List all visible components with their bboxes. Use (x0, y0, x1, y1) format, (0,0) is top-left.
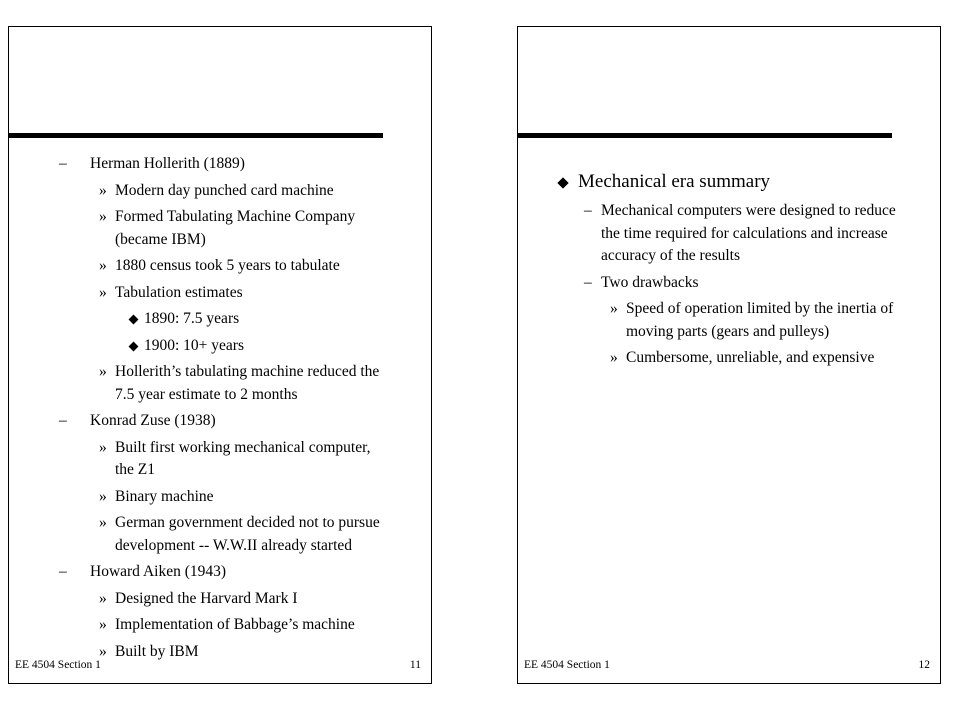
diamond-bullet-icon (557, 177, 568, 188)
slide-page-12 (517, 26, 941, 684)
bullet-text: (became IBM) (115, 230, 206, 248)
chevron-bullet: » (610, 300, 618, 317)
bullet-text: development -- W.W.II already started (115, 536, 353, 554)
chevron-bullet: » (99, 616, 107, 633)
bullet-text: Herman Hollerith (1889) (90, 155, 245, 172)
slide-page-11 (8, 26, 432, 684)
chevron-bullet: » (610, 349, 618, 366)
chevron-bullet: » (99, 438, 107, 456)
bullet-text: Mechanical computers were designed to reduce (601, 202, 896, 219)
footer-course: EE 4504 Section 1 (15, 659, 101, 671)
bullet-text: Built by IBM (115, 642, 199, 660)
chevron-bullet: » (99, 514, 107, 531)
bullet-text: the time required for calculations and increase (601, 224, 888, 242)
bullet-text: the Z1 (115, 461, 156, 478)
chevron-bullet: » (99, 181, 107, 199)
dash-bullet: – (59, 155, 67, 172)
page-number: 12 (918, 659, 930, 671)
chevron-bullet: » (99, 208, 107, 225)
bullet-text: Hollerith’s tabulating machine reduced the (115, 363, 380, 380)
bullet-text: Konrad Zuse (1938) (90, 412, 216, 429)
chevron-bullet: » (99, 363, 107, 380)
footer-course: EE 4504 Section 1 (524, 659, 610, 671)
chevron-bullet: » (99, 642, 107, 660)
bullet-text: 7.5 year estimate to 2 months (115, 385, 298, 403)
bullet-text: Binary machine (115, 487, 214, 505)
bullet-text: Designed the Harvard Mark I (115, 589, 298, 607)
bullet-text: Two drawbacks (601, 273, 699, 291)
diamond-bullet-icon (129, 341, 139, 351)
title-divider (518, 133, 892, 138)
title-divider (9, 133, 383, 138)
bullet-text: Implementation of Babbage’s machine (115, 616, 355, 633)
dash-bullet: – (59, 563, 67, 580)
bullet-text: 1880 census took 5 years to tabulate (115, 257, 340, 274)
page-number: 11 (409, 659, 421, 671)
dash-bullet: – (59, 412, 67, 429)
bullet-text: Cumbersome, unreliable, and expensive (626, 349, 875, 366)
dash-bullet: – (584, 202, 592, 219)
bullet-text: Built first working mechanical computer, (115, 438, 371, 456)
diamond-bullet-icon (129, 315, 139, 325)
bullet-text: Howard Aiken (1943) (90, 563, 227, 580)
chevron-bullet: » (99, 589, 107, 607)
bullet-text: Speed of operation limited by the inertia of (626, 300, 894, 317)
bullet-text: Modern day punched card machine (115, 181, 334, 199)
chevron-bullet: » (99, 487, 107, 505)
bullet-text: accuracy of the results (601, 247, 741, 264)
bullet-text: 1890: 7.5 years (144, 310, 240, 327)
bullet-text: 1900: 10+ years (144, 336, 245, 354)
section-heading: Mechanical era summary (578, 171, 771, 192)
bullet-text: Tabulation estimates (115, 283, 243, 301)
bullet-text: moving parts (gears and pulleys) (626, 322, 830, 340)
bullet-text: German government decided not to pursue (115, 514, 380, 531)
chevron-bullet: » (99, 257, 107, 274)
chevron-bullet: » (99, 283, 107, 301)
dash-bullet: – (584, 273, 592, 291)
bullet-text: Formed Tabulating Machine Company (115, 208, 356, 225)
